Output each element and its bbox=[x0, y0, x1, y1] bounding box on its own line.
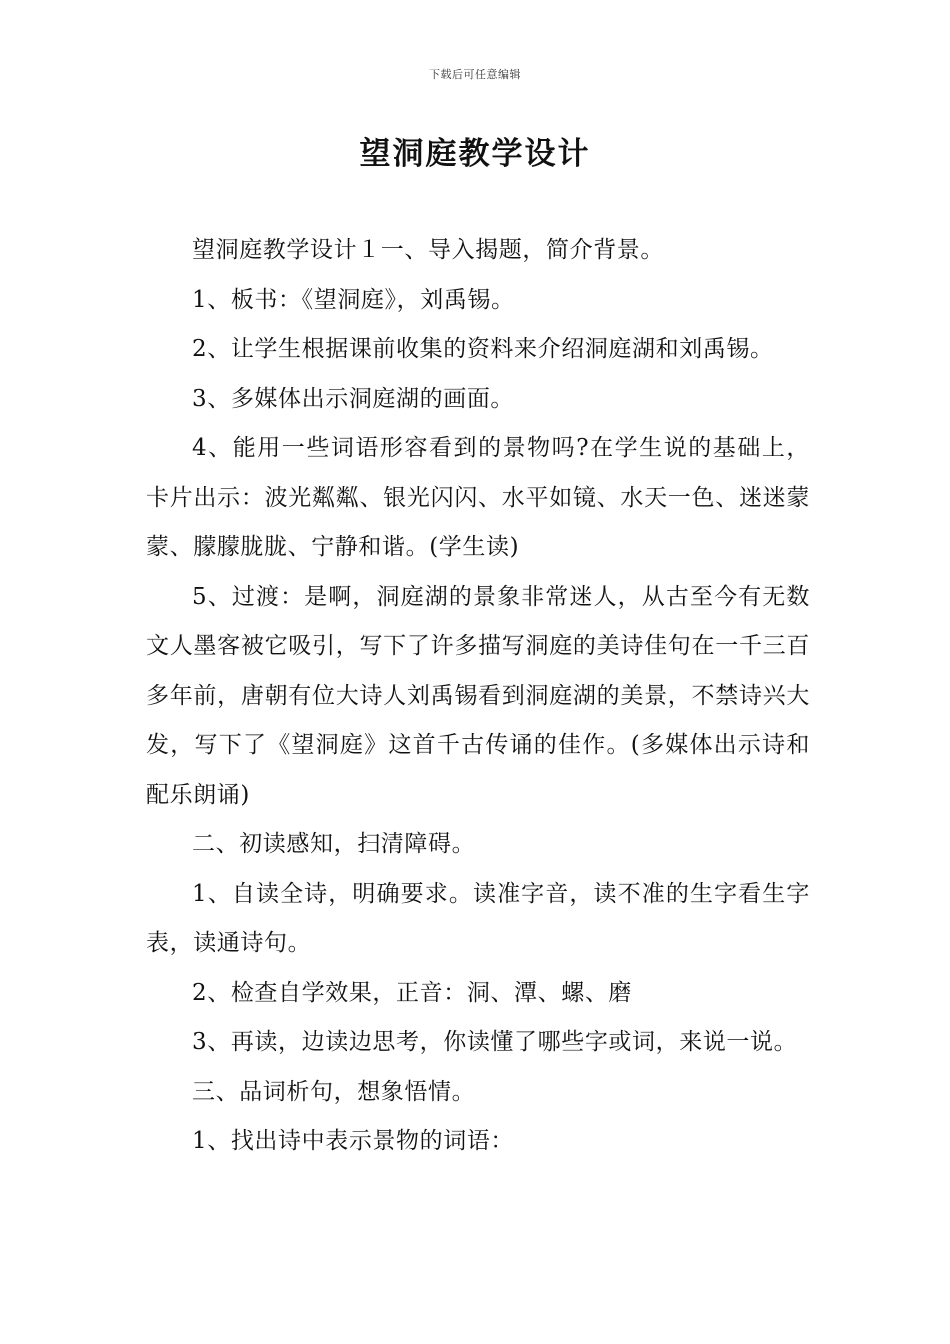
paragraph-check-pronunciation: 2、检查自学效果，正音：洞、潭、螺、磨 bbox=[192, 979, 633, 1006]
paragraph-describe-scenery: 4、能用一些词语形容看到的景物吗?在学生说的基础上，卡片出示：波光粼粼、银光闪闪、水平如镜、水天一色、迷迷蒙蒙、朦朦胧胧、宁静和谐。(学生读) bbox=[146, 435, 810, 560]
paragraph-self-reading: 1、自读全诗，明确要求。读准字音，读不准的生字看生字表，读通诗句。 bbox=[146, 880, 810, 956]
section-heading-analysis: 三、品词析句，想象悟情。 bbox=[192, 1078, 476, 1105]
document-title: 望洞庭教学设计 bbox=[359, 136, 591, 172]
paragraph-find-scenery-words: 1、找出诗中表示景物的词语： bbox=[192, 1128, 515, 1154]
paragraph-transition: 5、过渡：是啊，洞庭湖的景象非常迷人，从古至今有无数文人墨客被它吸引，写下了许多描写洞庭的美诗佳句在一千三百多年前，唐朝有位大诗人刘禹锡看到洞庭湖的美景，不禁诗兴大发，写下了《望洞庭》这首千古传诵的佳作。(多媒体出示诗和配乐朗诵) bbox=[146, 583, 810, 808]
header-note: 下载后可任意编辑 bbox=[429, 68, 521, 81]
document-body bbox=[146, 226, 810, 1167]
paragraph-intro: 望洞庭教学设计１一、导入揭题，简介背景。 bbox=[192, 237, 664, 263]
paragraph-blackboard: 1、板书：《望洞庭》，刘禹锡。 bbox=[192, 286, 515, 313]
paragraph-reread: 3、再读，边读边思考，你读懂了哪些字或词，来说一说。 bbox=[192, 1029, 798, 1055]
section-heading-first-reading: 二、初读感知，扫清障碍。 bbox=[192, 831, 476, 857]
paragraph-introduce: 2、让学生根据课前收集的资料来介绍洞庭湖和刘禹锡。 bbox=[192, 336, 774, 362]
paragraph-multimedia: 3、多媒体出示洞庭湖的画面。 bbox=[192, 385, 515, 412]
